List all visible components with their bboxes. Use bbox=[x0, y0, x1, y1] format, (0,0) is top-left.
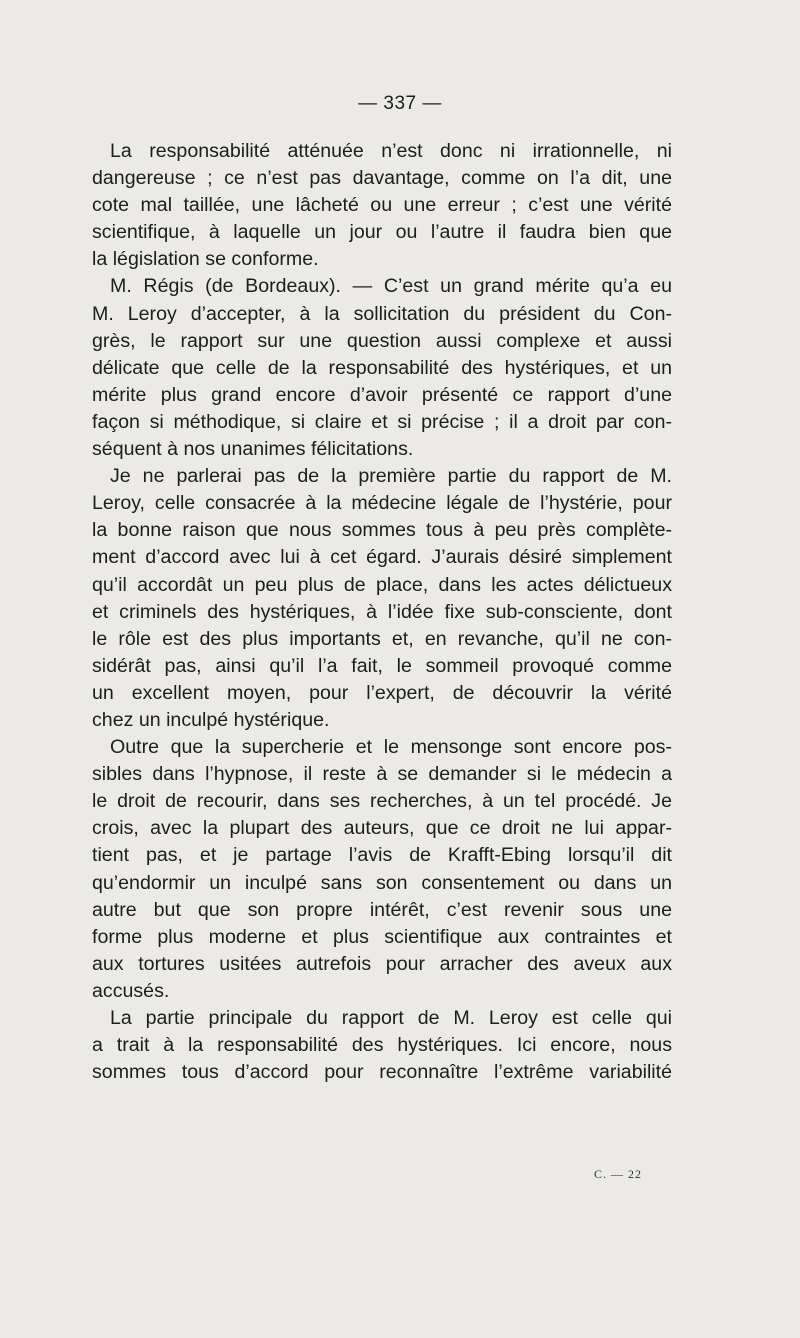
text-line: Je ne parlerai pas de la première partie du rapport de M. bbox=[110, 465, 672, 488]
page-number: — 337 — bbox=[358, 93, 442, 114]
text-line: M. Leroy d’accepter, à la sollicitation du président du Con- bbox=[92, 302, 672, 325]
text-line: qu’il accordât un peu plus de place, dans les actes délictueux bbox=[92, 573, 672, 596]
text-line: autre but que son propre intérêt, c’est revenir sous une bbox=[92, 898, 672, 921]
text-line: séquent à nos unanimes félicitations. bbox=[92, 438, 414, 461]
body-text bbox=[92, 138, 672, 1086]
paragraph bbox=[92, 463, 672, 734]
text-line: grès, le rapport sur une question aussi complexe et aussi bbox=[92, 329, 672, 352]
text-line: sidérât pas, ainsi qu’il l’a fait, le sommeil provoqué comme bbox=[92, 654, 672, 677]
paragraph bbox=[92, 138, 672, 273]
text-line: sibles dans l’hypnose, il reste à se demander si le médecin a bbox=[92, 763, 672, 786]
text-line: la bonne raison que nous sommes tous à peu près complète- bbox=[92, 519, 672, 542]
text-line: aux tortures usitées autrefois pour arracher des aveux aux bbox=[92, 952, 672, 975]
text-line: chez un inculpé hystérique. bbox=[92, 708, 330, 731]
text-line: et criminels des hystériques, à l’idée fixe sub-consciente, dont bbox=[92, 600, 672, 623]
paragraph bbox=[92, 734, 672, 1005]
text-line: mérite plus grand encore d’avoir présenté ce rapport d’une bbox=[92, 383, 672, 406]
text-line: le droit de recourir, dans ses recherches, à un tel procédé. Je bbox=[92, 790, 672, 813]
text-line: accusés. bbox=[92, 979, 170, 1002]
text-line: La responsabilité atténuée n’est donc ni irrationnelle, ni bbox=[110, 140, 672, 162]
text-line: délicate que celle de la responsabilité des hystériques, et un bbox=[92, 356, 672, 379]
text-line: cote mal taillée, une lâcheté ou une erreur ; c’est une vérité bbox=[92, 194, 672, 217]
text-line: sommes tous d’accord pour reconnaître l’extrême variabilité bbox=[92, 1061, 672, 1084]
text-line: Leroy, celle consacrée à la médecine légale de l’hystérie, pour bbox=[92, 492, 672, 515]
text-line: le rôle est des plus importants et, en revanche, qu’il ne con- bbox=[92, 627, 672, 650]
text-line: tient pas, et je partage l’avis de Krafft-Ebing lorsqu’il dit bbox=[92, 844, 672, 867]
text-line: qu’endormir un inculpé sans son consentement ou dans un bbox=[92, 871, 672, 894]
text-line: ment d’accord avec lui à cet égard. J’aurais désiré simplement bbox=[92, 546, 672, 569]
text-line: un excellent moyen, pour l’expert, de découvrir la vérité bbox=[92, 681, 672, 704]
text-line: la législation se conforme. bbox=[92, 248, 319, 271]
text-line: M. Régis (de Bordeaux). — C’est un grand mérite qu’a eu bbox=[110, 275, 672, 298]
text-line: La partie principale du rapport de M. Leroy est celle qui bbox=[110, 1007, 672, 1029]
text-line: crois, avec la plupart des auteurs, que ce droit ne lui appar- bbox=[92, 817, 672, 840]
text-line: Outre que la supercherie et le mensonge sont encore pos- bbox=[110, 736, 672, 759]
text-line: façon si méthodique, si claire et si précise ; il a droit par con- bbox=[92, 410, 672, 433]
text-line: scientifique, à laquelle un jour ou l’autre il faudra bien que bbox=[92, 221, 672, 244]
text-line: dangereuse ; ce n’est pas davantage, comme on l’a dit, une bbox=[92, 167, 672, 190]
text-line: forme plus moderne et plus scientifique aux contraintes et bbox=[92, 925, 672, 948]
paragraph bbox=[92, 1005, 672, 1086]
signature-mark: C. — 22 bbox=[594, 1167, 643, 1181]
text-line: a trait à la responsabilité des hystériques. Ici encore, nous bbox=[92, 1034, 672, 1057]
paragraph bbox=[92, 273, 672, 463]
